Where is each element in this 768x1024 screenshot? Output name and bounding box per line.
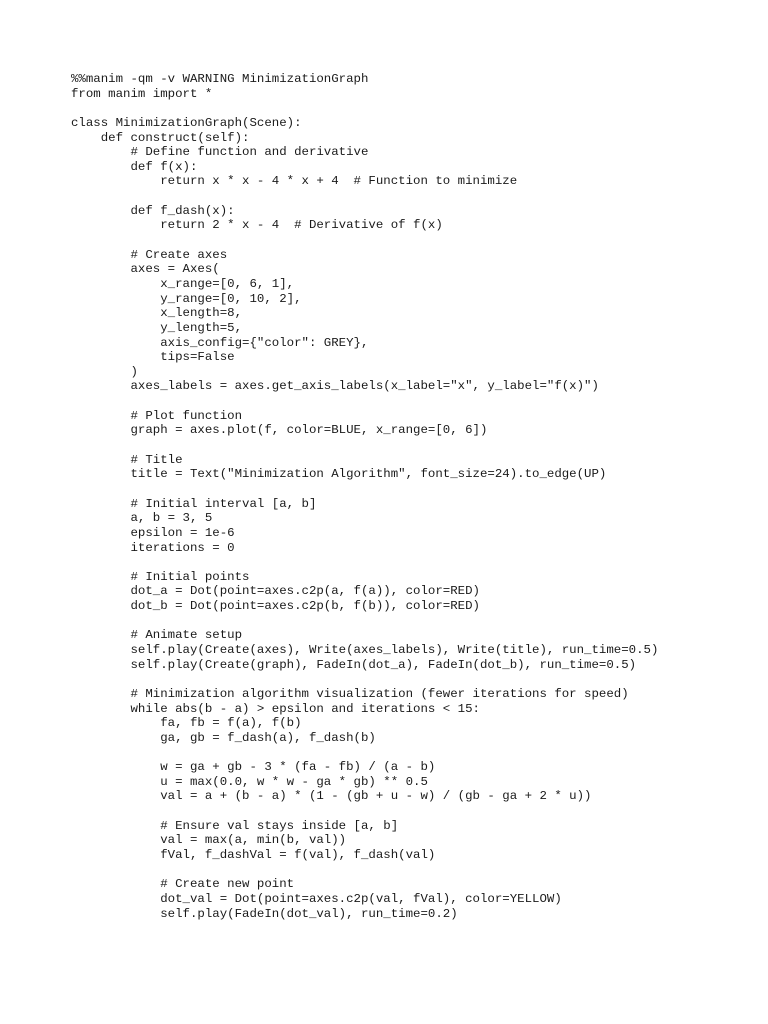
- code-line: from manim import *: [71, 86, 213, 101]
- code-line: w = ga + gb - 3 * (fa - fb) / (a - b): [71, 760, 436, 775]
- code-line: [71, 394, 658, 409]
- code-line: def construct(self):: [71, 130, 250, 145]
- code-line: y_length=5,: [71, 320, 243, 335]
- code-line: # Initial interval [a, b]: [71, 496, 317, 511]
- code-line: x_range=[0, 6, 1],: [71, 276, 295, 291]
- code-line: # Plot function: [71, 408, 243, 423]
- code-line: a, b = 3, 5: [71, 511, 213, 526]
- code-line: [71, 555, 658, 570]
- code-block: [71, 72, 658, 921]
- code-line: while abs(b - a) > epsilon and iterations < 15:: [71, 701, 480, 716]
- code-line: # Create new point: [71, 877, 295, 892]
- code-line: val = a + (b - a) * (1 - (gb + u - w) / (gb - ga + 2 * u)): [71, 789, 592, 804]
- code-line: self.play(Create(axes), Write(axes_labels), Write(title), run_time=0.5): [71, 642, 659, 657]
- code-line: [71, 482, 658, 497]
- code-line: axes = Axes(: [71, 262, 220, 277]
- code-line: y_range=[0, 10, 2],: [71, 291, 302, 306]
- code-line: class MinimizationGraph(Scene):: [71, 115, 302, 130]
- code-line: [71, 189, 658, 204]
- code-line: self.play(Create(graph), FadeIn(dot_a), FadeIn(dot_b), run_time=0.5): [71, 657, 637, 672]
- code-line: self.play(FadeIn(dot_val), run_time=0.2): [71, 906, 458, 921]
- code-line: [71, 745, 658, 760]
- code-line: # Title: [71, 452, 183, 467]
- code-line: # Animate setup: [71, 628, 243, 643]
- code-line: u = max(0.0, w * w - ga * gb) ** 0.5: [71, 774, 428, 789]
- code-line: fVal, f_dashVal = f(val), f_dash(val): [71, 847, 436, 862]
- code-line: # Initial points: [71, 569, 250, 584]
- code-line: return 2 * x - 4 # Derivative of f(x): [71, 218, 443, 233]
- code-line: def f(x):: [71, 159, 198, 174]
- code-line: # Ensure val stays inside [a, b]: [71, 818, 399, 833]
- code-line: def f_dash(x):: [71, 203, 235, 218]
- code-line: # Create axes: [71, 247, 228, 262]
- code-line: val = max(a, min(b, val)): [71, 833, 347, 848]
- code-line: fa, fb = f(a), f(b): [71, 716, 302, 731]
- code-line: title = Text("Minimization Algorithm", font_size=24).to_edge(UP): [71, 467, 607, 482]
- code-line: iterations = 0: [71, 540, 235, 555]
- code-line: [71, 438, 658, 453]
- code-line: [71, 863, 658, 878]
- code-line: [71, 672, 658, 687]
- code-line: # Minimization algorithm visualization (fewer iterations for speed): [71, 686, 629, 701]
- code-line: [71, 101, 658, 116]
- code-line: ga, gb = f_dash(a), f_dash(b): [71, 730, 376, 745]
- code-line: return x * x - 4 * x + 4 # Function to minimize: [71, 174, 518, 189]
- code-line: # Define function and derivative: [71, 145, 369, 160]
- code-line: epsilon = 1e-6: [71, 525, 235, 540]
- code-line: axis_config={"color": GREY},: [71, 335, 369, 350]
- code-line: dot_b = Dot(point=axes.c2p(b, f(b)), color=RED): [71, 599, 480, 614]
- code-line: x_length=8,: [71, 306, 243, 321]
- code-line: %%manim -qm -v WARNING MinimizationGraph: [71, 72, 369, 86]
- code-line: dot_val = Dot(point=axes.c2p(val, fVal), color=YELLOW): [71, 891, 562, 906]
- code-line: [71, 804, 658, 819]
- code-line: [71, 233, 658, 248]
- code-line: ): [71, 364, 138, 379]
- code-line: axes_labels = axes.get_axis_labels(x_label="x", y_label="f(x)"): [71, 379, 599, 394]
- code-line: [71, 614, 658, 629]
- code-line: tips=False: [71, 350, 235, 365]
- code-line: graph = axes.plot(f, color=BLUE, x_range=[0, 6]): [71, 423, 488, 438]
- code-line: dot_a = Dot(point=axes.c2p(a, f(a)), color=RED): [71, 584, 480, 599]
